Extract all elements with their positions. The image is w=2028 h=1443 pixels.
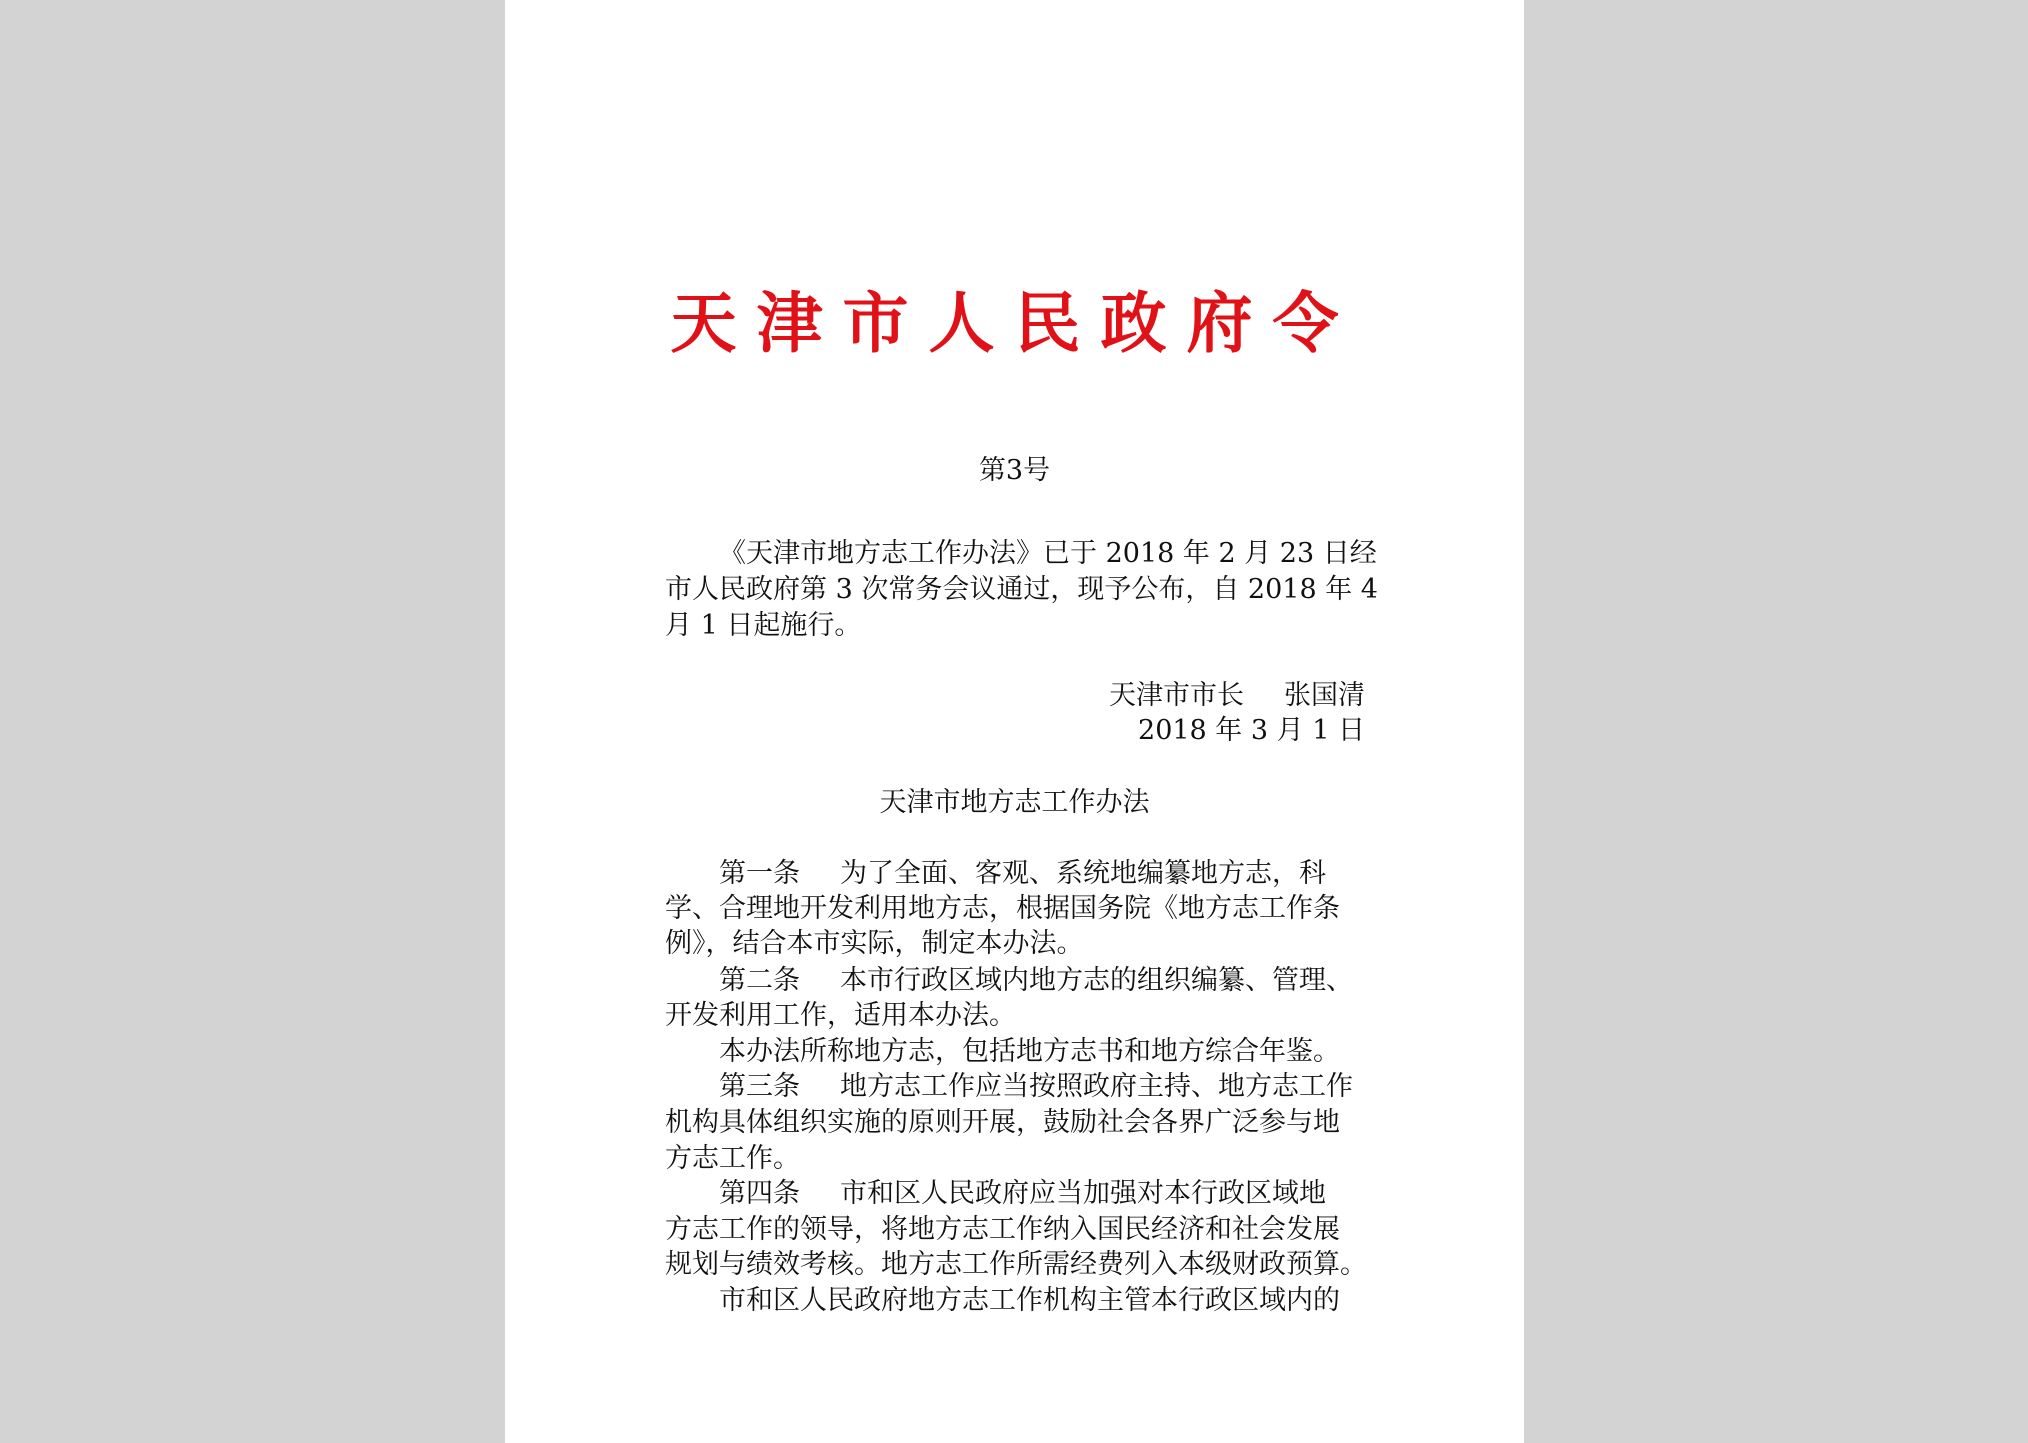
article-3-line-3: 方志工作。 bbox=[665, 1143, 800, 1174]
article-number: 第一条 bbox=[719, 858, 800, 889]
article-2-paragraph-2: 本办法所称地方志，包括地方志书和地方综合年鉴。 bbox=[719, 1036, 1340, 1067]
article-number: 第四条 bbox=[719, 1178, 800, 1209]
article-number: 第三条 bbox=[719, 1071, 800, 1102]
article-1-line-3: 例》，结合本市实际，制定本办法。 bbox=[665, 928, 1084, 959]
article-text: 市和区人民政府应当加强对本行政区域地 bbox=[840, 1178, 1326, 1209]
article-number: 第二条 bbox=[719, 965, 800, 996]
signature-date: 2018 年 3 月 1 日 bbox=[1138, 715, 1365, 746]
signer-line bbox=[665, 678, 1365, 714]
document-page bbox=[505, 0, 1524, 1443]
article-1-line-2: 学、合理地开发利用地方志，根据国务院《地方志工作条 bbox=[665, 893, 1340, 924]
article-text: 为了全面、客观、系统地编纂地方志，科 bbox=[840, 858, 1326, 889]
signer-name: 张国清 bbox=[1284, 680, 1365, 711]
regulation-subtitle: 天津市地方志工作办法 bbox=[879, 787, 1150, 818]
preamble-line-3: 月 1 日起施行。 bbox=[665, 610, 862, 641]
preamble-line-2: 市人民政府第 3 次常务会议通过，现予公布，自 2018 年 4 bbox=[665, 574, 1378, 605]
article-2-line-2: 开发利用工作，适用本办法。 bbox=[665, 1000, 1016, 1031]
article-4-paragraph-2: 市和区人民政府地方志工作机构主管本行政区域内的 bbox=[719, 1285, 1340, 1316]
article-1-line-1 bbox=[665, 856, 1365, 892]
article-3-line-1 bbox=[665, 1069, 1365, 1105]
article-3-line-2: 机构具体组织实施的原则开展，鼓励社会各界广泛参与地 bbox=[665, 1107, 1340, 1138]
document-title: 天津市人民政府令 bbox=[670, 284, 1359, 362]
order-number: 第3号 bbox=[978, 455, 1051, 486]
article-4-line-3: 规划与绩效考核。地方志工作所需经费列入本级财政预算。 bbox=[665, 1249, 1367, 1280]
signer-position: 天津市市长 bbox=[1109, 680, 1244, 711]
article-text: 本市行政区域内地方志的组织编纂、管理、 bbox=[840, 965, 1353, 996]
article-4-line-2: 方志工作的领导，将地方志工作纳入国民经济和社会发展 bbox=[665, 1214, 1340, 1245]
article-2-line-1 bbox=[665, 963, 1365, 999]
article-4-line-1 bbox=[665, 1176, 1365, 1212]
preamble-line-1: 《天津市地方志工作办法》已于 2018 年 2 月 23 日经 bbox=[719, 538, 1377, 569]
article-text: 地方志工作应当按照政府主持、地方志工作 bbox=[840, 1071, 1353, 1102]
